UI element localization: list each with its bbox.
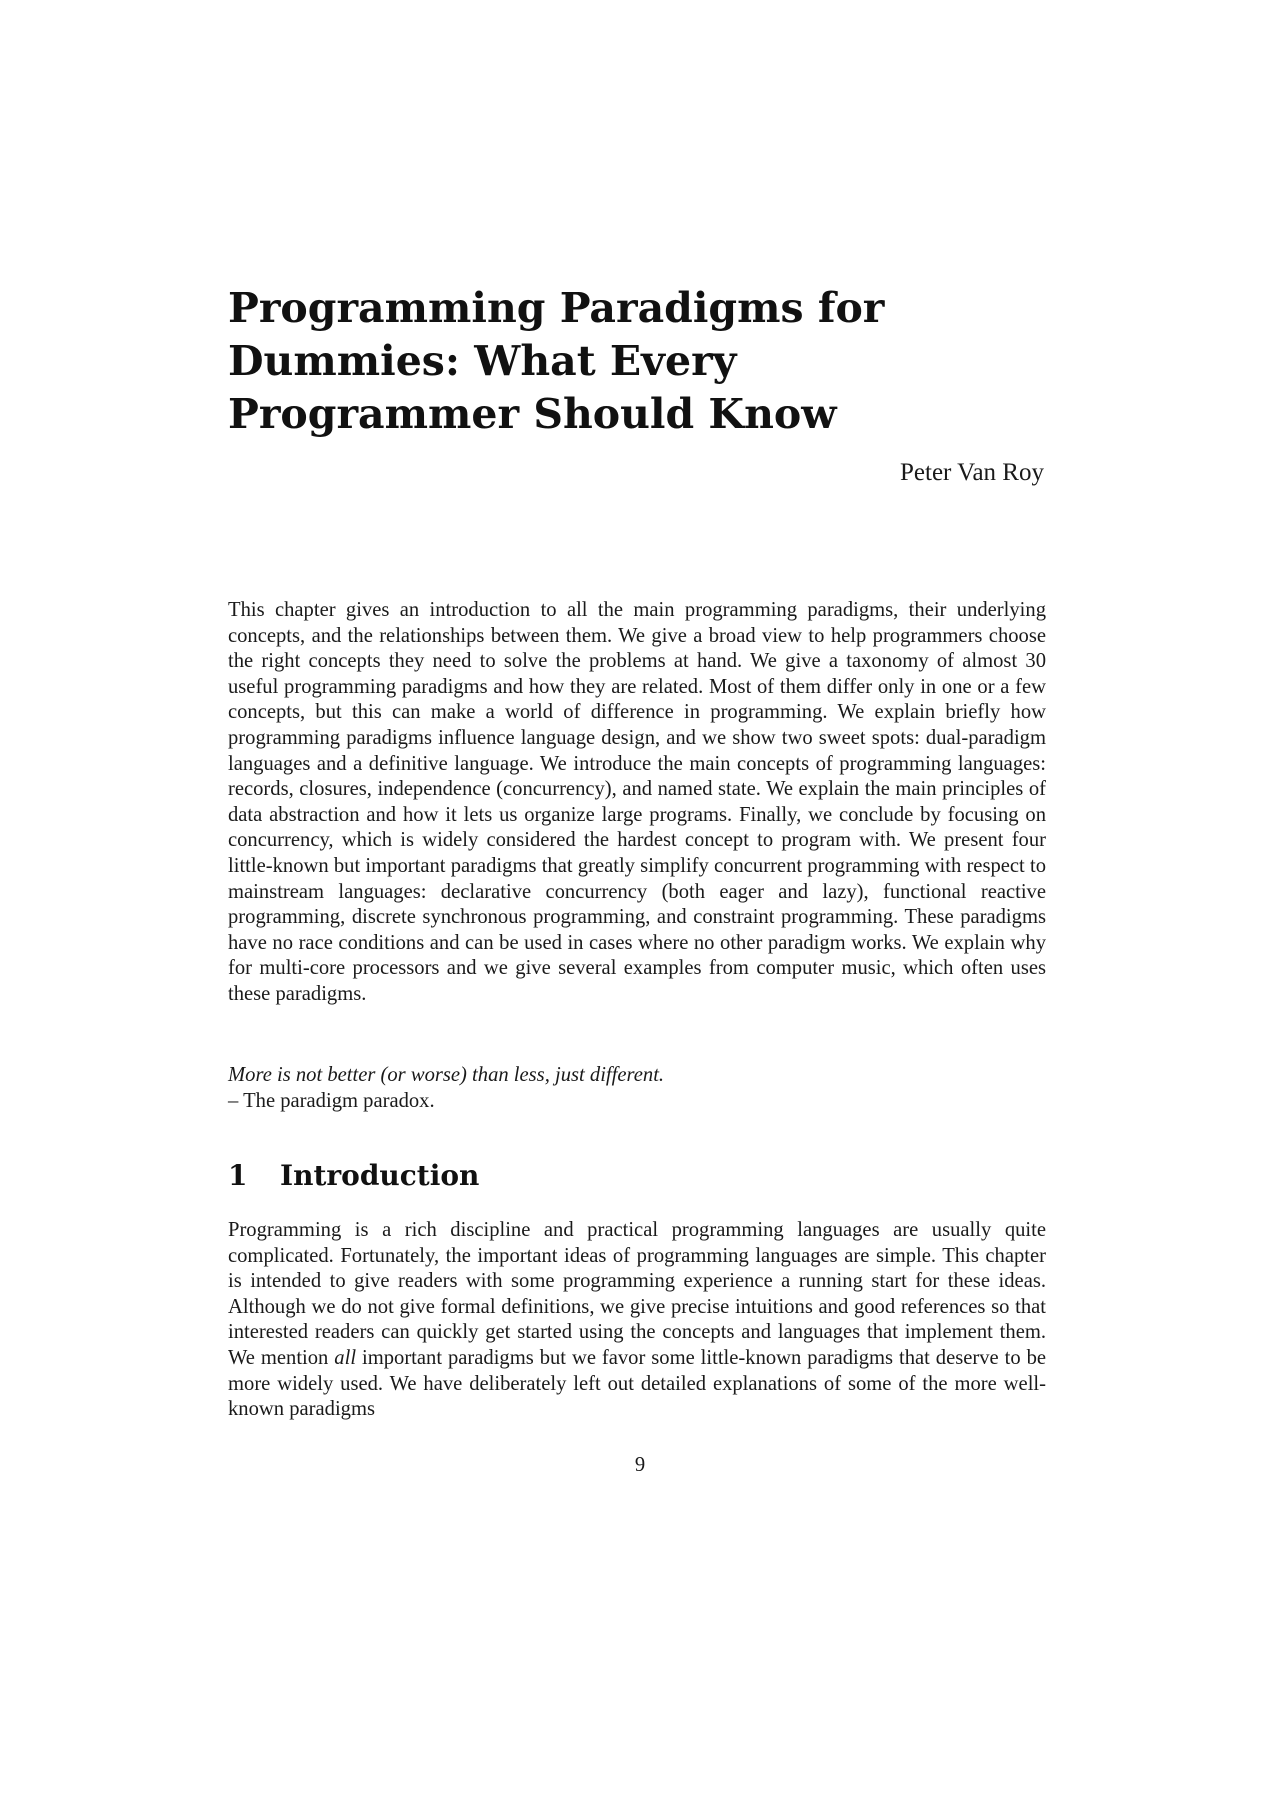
section-heading [228,1158,479,1194]
chapter-title-line-3: Programmer Should Know [228,390,837,438]
chapter-title-line-1: Programming Paradigms for [228,284,885,332]
intro-emphasis: all [334,1346,357,1369]
epigraph [228,1063,1046,1114]
section-title: Introduction [280,1159,480,1192]
introduction-paragraph [228,1218,1046,1423]
section-number: 1 [228,1159,248,1192]
author-name: Peter Van Roy [900,459,1044,486]
page-number: 9 [634,1454,646,1476]
chapter-title-line-2: Dummies: What Every [228,337,737,385]
chapter-title [228,282,988,441]
epigraph-attribution: – The paradigm paradox. [228,1089,435,1112]
abstract-paragraph: This chapter gives an introduction to all the main programming paradigms, their underlying concepts, and the relationships between them. We give a broad view to help programmers choose the right concepts they need to solve the problems at hand. We give a taxonomy of almost 30 useful programming paradigms and how they are related. Most of them differ only in one or a few concepts, but this can make a world of difference in programming. We explain briefly how programming paradigms influence language design, and we show two sweet spots: dual-paradigm languages and a definitive language. We introduce the main concepts of programming languages: records, closures, independence (concurrency), and named state. We explain the main principles of data abstraction and how it lets us organize large programs. Finally, we conclude by focusing on concurrency, which is widely considered the hardest concept to program with. We present four little-known but important paradigms that greatly simplify concurrent programming with respect to mainstream languages: declarative concurrency (both eager and lazy), functional reactive programming, discrete synchronous programming, and constraint programming. These paradigms have no race conditions and can be used in cases where no other paradigm works. We explain why for multi-core processors and we give several examples from computer music, which often uses these paradigms. [228,599,1046,1005]
intro-text-part-1: Programming is a rich discipline and practical programming languages are usually quite complicated. Fortunately, the important ideas of programming languages are simple. This chapter is intended to give readers with some programming experience a running start for these ideas. Although we do not give formal definitions, we give precise intuitions and good references so that interested readers can quickly get started using the concepts and languages that implement them. We mention [228,1219,1046,1369]
intro-text-part-2: important paradigms but we favor some little-known paradigms that deserve to be more widely used. We have deliberately left out detailed explanations of some of the more well-known paradigms [228,1346,1047,1421]
epigraph-quote: More is not better (or worse) than less, just different. [228,1064,665,1086]
